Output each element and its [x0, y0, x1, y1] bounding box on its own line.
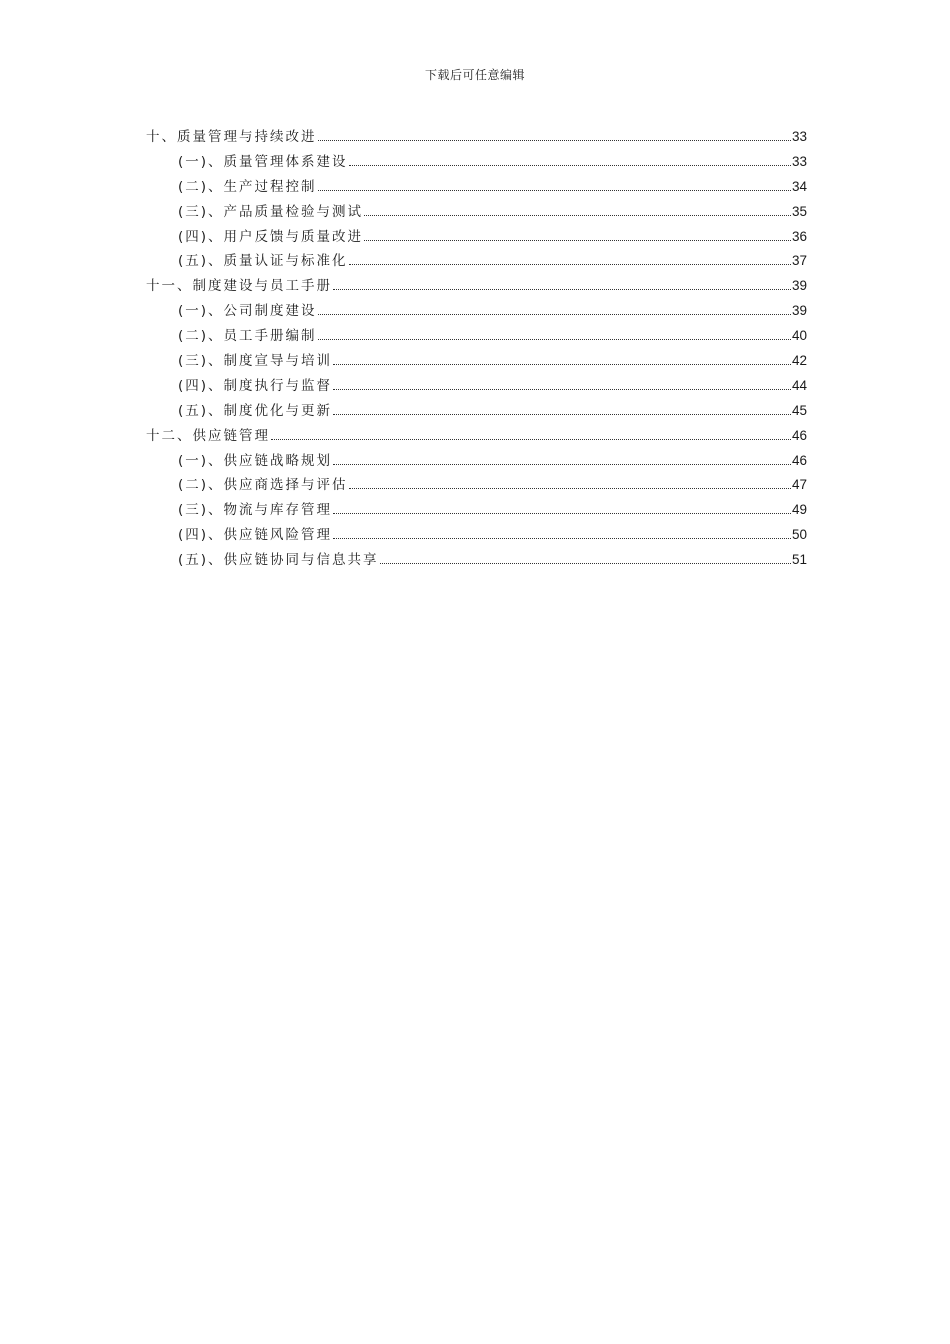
toc-entry-label: (四)、制度执行与监督	[178, 377, 333, 394]
dot-leader	[333, 537, 791, 539]
toc-entry-page: 35	[791, 203, 807, 219]
toc-entry-page: 37	[791, 253, 807, 269]
dot-leader	[318, 338, 791, 340]
toc-entry[interactable]	[146, 349, 807, 374]
toc-entry-label: (五)、供应链协同与信息共享	[178, 552, 379, 569]
dot-leader	[318, 139, 791, 141]
toc-entry-page: 47	[791, 477, 807, 493]
toc-entry-label: (一)、公司制度建设	[178, 303, 317, 320]
dot-leader	[349, 263, 791, 265]
toc-entry-page: 50	[791, 527, 807, 543]
toc-entry[interactable]	[146, 175, 807, 200]
dot-leader	[318, 189, 791, 191]
toc-entry-label: (五)、质量认证与标准化	[178, 253, 348, 270]
toc-entry[interactable]	[146, 324, 807, 349]
toc-entry-page: 51	[791, 552, 807, 568]
toc-entry-label: (四)、供应链风险管理	[178, 527, 333, 544]
toc-entry-label: (二)、供应商选择与评估	[178, 477, 348, 494]
toc-entry-page: 36	[791, 228, 807, 244]
toc-entry-page: 49	[791, 502, 807, 518]
toc-entry-label: (三)、产品质量检验与测试	[178, 203, 364, 220]
toc-entry-label: (四)、用户反馈与质量改进	[178, 228, 364, 245]
dot-leader	[380, 562, 791, 564]
dot-leader	[318, 313, 791, 315]
toc-entry-label: (三)、制度宣导与培训	[178, 353, 333, 370]
dot-leader	[364, 239, 791, 241]
toc-entry[interactable]	[146, 523, 807, 548]
toc-entry-label: (二)、生产过程控制	[178, 178, 317, 195]
dot-leader	[349, 487, 791, 489]
table-of-contents	[146, 125, 807, 573]
toc-entry[interactable]	[146, 473, 807, 498]
toc-entry-page: 39	[791, 278, 807, 294]
toc-entry-label: (一)、质量管理体系建设	[178, 153, 348, 170]
toc-entry[interactable]	[146, 424, 807, 449]
dot-leader	[349, 164, 791, 166]
toc-entry-label: (三)、物流与库存管理	[178, 502, 333, 519]
toc-entry-page: 45	[791, 402, 807, 418]
dot-leader	[333, 463, 791, 465]
toc-entry[interactable]	[146, 449, 807, 474]
toc-entry-label: (一)、供应链战略规划	[178, 452, 333, 469]
toc-entry[interactable]	[146, 225, 807, 250]
toc-entry-label: 十一、制度建设与员工手册	[146, 278, 332, 295]
toc-entry-label: 十、质量管理与持续改进	[146, 129, 317, 145]
toc-entry[interactable]	[146, 274, 807, 299]
toc-entry-page: 34	[791, 178, 807, 194]
toc-entry-page: 40	[791, 328, 807, 344]
toc-entry-label: 十二、供应链管理	[146, 427, 270, 444]
toc-entry-page: 33	[791, 153, 807, 169]
dot-leader	[333, 363, 791, 365]
toc-entry-page: 42	[791, 353, 807, 369]
toc-entry[interactable]	[146, 150, 807, 175]
toc-entry[interactable]	[146, 200, 807, 225]
dot-leader	[333, 512, 791, 514]
toc-entry-page: 39	[791, 303, 807, 319]
toc-entry[interactable]	[146, 548, 807, 573]
toc-entry[interactable]	[146, 299, 807, 324]
dot-leader	[333, 288, 791, 290]
page-header: 下载后可任意编辑	[424, 68, 525, 82]
toc-entry[interactable]	[146, 399, 807, 424]
dot-leader	[271, 438, 791, 440]
toc-entry[interactable]	[146, 249, 807, 274]
toc-entry-page: 33	[791, 129, 807, 144]
dot-leader	[333, 413, 791, 415]
toc-entry[interactable]	[146, 125, 807, 150]
dot-leader	[364, 214, 791, 216]
toc-entry-page: 44	[791, 377, 807, 393]
toc-entry-page: 46	[791, 452, 807, 468]
dot-leader	[333, 388, 791, 390]
toc-entry-page: 46	[791, 427, 807, 443]
toc-entry[interactable]	[146, 374, 807, 399]
toc-entry-label: (二)、员工手册编制	[178, 328, 317, 345]
toc-entry[interactable]	[146, 498, 807, 523]
toc-entry-label: (五)、制度优化与更新	[178, 402, 333, 419]
